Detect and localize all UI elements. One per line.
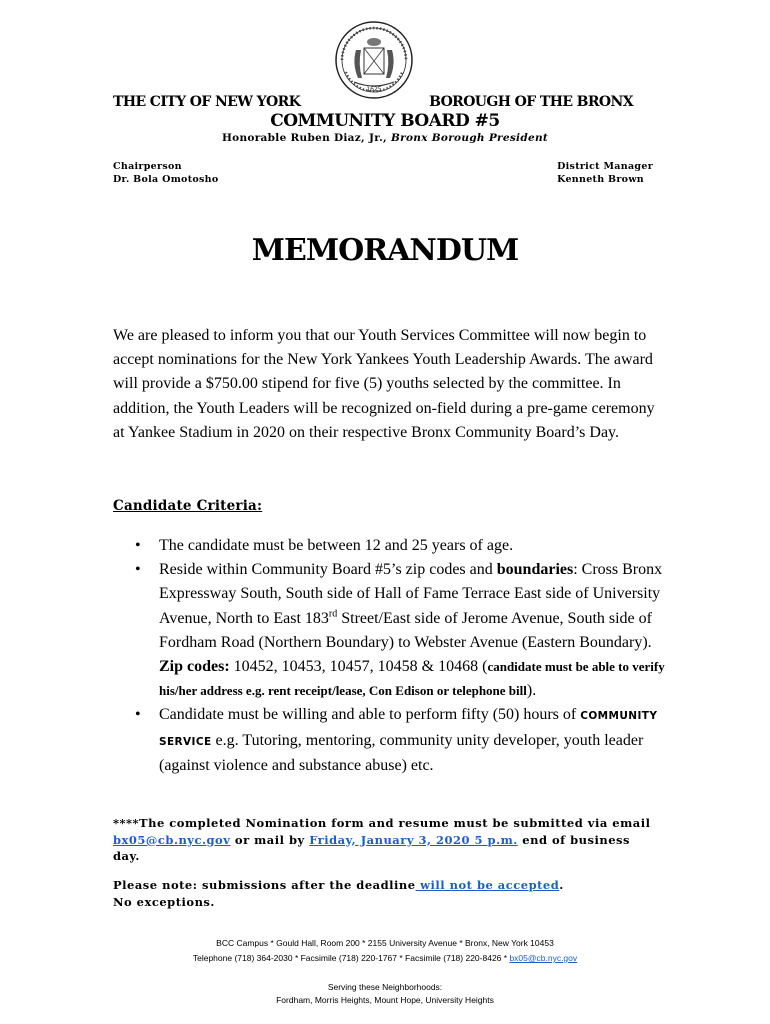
- manager-name: Kenneth Brown: [557, 174, 645, 185]
- president-name: Honorable Ruben Diaz, Jr.,: [221, 132, 388, 144]
- city-seal-logo: [334, 20, 414, 100]
- borough-name: BOROUGH OF THE BRONX: [429, 94, 633, 110]
- intro-paragraph: We are pleased to inform you that our Youth Services Committee will now begin to accept nominations for the New York Yankees Youth Leadership Awards. The award will provide a $750.00 stipend for five (5) youths selected by the committee. In addition, the Youth Leaders will be recognized on-field during a pre-game ceremony at Yankee Stadium in 2020 on their respective Bronx Community Board’s Day.: [113, 327, 655, 441]
- president-title: Bronx Borough President: [390, 132, 549, 144]
- footer-phones: Telephone (718) 364-2030 * Facsimile (718) 220-1767 * Facsimile (718) 220-8426 * bx05@cb.nyc.gov: [192, 953, 578, 963]
- city-name: THE CITY OF NEW YORK: [113, 94, 301, 110]
- criteria-heading: Candidate Criteria:: [113, 498, 263, 514]
- svg-text:1625: 1625: [366, 86, 382, 93]
- chair-name: Dr. Bola Omotosho: [113, 174, 219, 185]
- deadline-date: Friday, January 3, 2020: [309, 832, 471, 847]
- criteria-item-service: • Candidate must be willing and able to perform fifty (50) hours of COMMUNITY SERVICE e.g. Tutoring, mentoring, community unity developer, youth leader (against violence and substance abuse) etc.: [113, 703, 673, 778]
- district-manager-block: [557, 160, 653, 186]
- late-submission-note: Please note: submissions after the deadline will not be accepted. No exceptions.: [113, 877, 658, 910]
- chair-title: Chairperson: [113, 161, 182, 172]
- footer-email-link[interactable]: bx05@cb.nyc.gov: [509, 953, 578, 963]
- memo-title: MEMORANDUM: [251, 233, 519, 268]
- borough-president-line: [0, 132, 770, 144]
- not-accepted-text: will not be accepted: [415, 878, 560, 892]
- manager-title: District Manager: [557, 161, 653, 172]
- footer-neighborhoods: Fordham, Morris Heights, Mount Hope, University Heights: [276, 995, 494, 1005]
- submission-notice: ****The completed Nomination form and resume must be submitted via email bx05@cb.nyc.gov or mail by Friday, January 3, 2020 5 p.m. end of business day.: [113, 816, 651, 863]
- deadline-time: 5 p.m.: [470, 832, 518, 847]
- footer-address: BCC Campus * Gould Hall, Room 200 * 2155 University Avenue * Bronx, New York 10453: [216, 938, 554, 948]
- bullet-icon: •: [135, 537, 141, 554]
- bullet-icon: •: [135, 706, 141, 724]
- email-link[interactable]: bx05@cb.nyc.gov: [113, 832, 231, 847]
- criteria-item-age: • The candidate must be between 12 and 25 years of age.: [113, 534, 673, 558]
- criteria-item-residence: • Reside within Community Board #5’s zip codes and boundaries: Cross Bronx Expressway South, South side of Hall of Fame Terrace East side of University Avenue, North to East 183rd Street/East side of Jerome Avenue, South side of Fordham Road (Northern Boundary) to Webster Avenue (Eastern Boundary). Zip codes: 10452, 10453, 10457, 10458 & 10468 (candidate must be able to verify his/her address e.g. rent receipt/lease, Con Edison or telephone bill).: [113, 558, 673, 703]
- criteria-list: [113, 534, 673, 778]
- no-exceptions: No exceptions.: [113, 894, 215, 909]
- bullet-icon: •: [135, 561, 141, 579]
- board-title: COMMUNITY BOARD #5: [270, 111, 500, 131]
- footer-serving: Serving these Neighborhoods:: [327, 982, 443, 992]
- chairperson-block: [113, 160, 219, 186]
